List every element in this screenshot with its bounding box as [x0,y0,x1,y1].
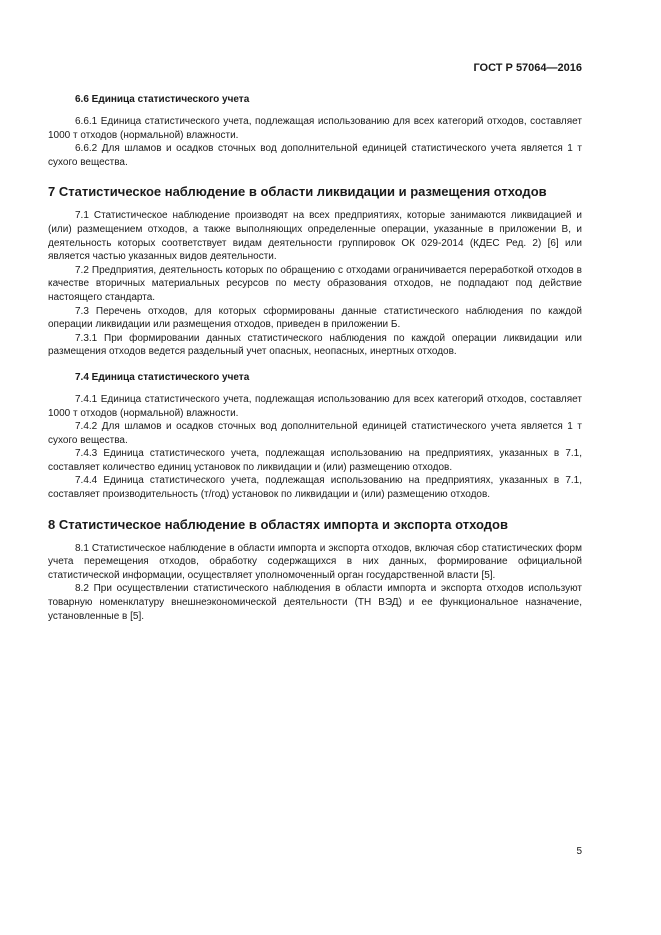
paragraph-7-4-1: 7.4.1 Единица статистического учета, подлежащая использованию для всех категорий отходов, составляет 1000 т отходов (нормальной) влажности. [48,393,582,419]
section-7-4-heading: 7.4 Единица статистического учета [75,371,250,383]
paragraph-7-4-4: 7.4.4 Единица статистического учета, подлежащая использованию на предприятиях, указанных в 7.1, составляет производительность (т/год) установок по ликвидации и (или) размещению отходов. [48,475,582,501]
page-content [48,93,582,623]
paragraph-7-4-3: 7.4.3 Единица статистического учета, подлежащая использованию на предприятиях, указанных в 7.1, составляет количество единиц установок по ликвидации и (или) размещению отходов. [48,448,582,473]
document-code: ГОСТ Р 57064—2016 [473,62,582,74]
paragraph-7-1: 7.1 Статистическое наблюдение производят на всех предприятиях, которые занимаются ликвидацией и (или) размещением отходов, а также выполняющих определенные операции, указанные в приложении В, и деятельность которых соответствует видам деятельности группировок ОК 029-2014 (КДЕС Ред. 2) [6] или является частью указанных видов деятельности. [48,210,582,263]
paragraph-6-6-2: 6.6.2 Для шламов и осадков сточных вод дополнительной единицей статистического учета является 1 т сухого вещества. [48,143,582,168]
paragraph-7-3: 7.3 Перечень отходов, для которых сформированы данные статистического наблюдения по каждой операции ликвидации или размещения отходов, приведен в приложении Б. [48,305,582,331]
paragraph-7-3-1: 7.3.1 При формировании данных статистического наблюдения по каждой операции ликвидации или размещения отходов ведется раздельный учет опасных, неопасных, инертных отходов. [48,332,582,358]
paragraph-8-2: 8.2 При осуществлении статистического наблюдения в области импорта и экспорта отходов используют товарную номенклатуру внешнеэкономической деятельности (ТН ВЭД) и ее функциональное назначение, установленные в [5]. [48,583,582,622]
paragraph-7-4-2: 7.4.2 Для шламов и осадков сточных вод дополнительной единицей статистического учета является 1 т сухого вещества. [48,421,582,446]
page-number: 5 [576,846,582,857]
section-6-6-heading: 6.6 Единица статистического учета [75,94,250,105]
section-7-heading: 7 Статистическое наблюдение в области ликвидации и размещения отходов [48,184,547,200]
paragraph-8-1: 8.1 Статистическое наблюдение в области импорта и экспорта отходов, включая сбор статистических форм учета перемещения отходов, обработку содержащихся в них данных, формирование официальной статистической информации, осуществляет уполномоченный орган государственной власти [5]. [48,542,582,581]
paragraph-7-2: 7.2 Предприятия, деятельность которых по обращению с отходами ограничивается переработкой отходов в качестве вторичных материальных ресурсов по месту образования отходов, не подпадают под действие настоящего стандарта. [48,264,582,303]
paragraph-6-6-1: 6.6.1 Единица статистического учета, подлежащая использованию для всех категорий отходов, составляет 1000 т отходов (нормальной) влажности. [48,116,582,141]
section-8-heading: 8 Статистическое наблюдение в областях импорта и экспорта отходов [48,516,508,532]
